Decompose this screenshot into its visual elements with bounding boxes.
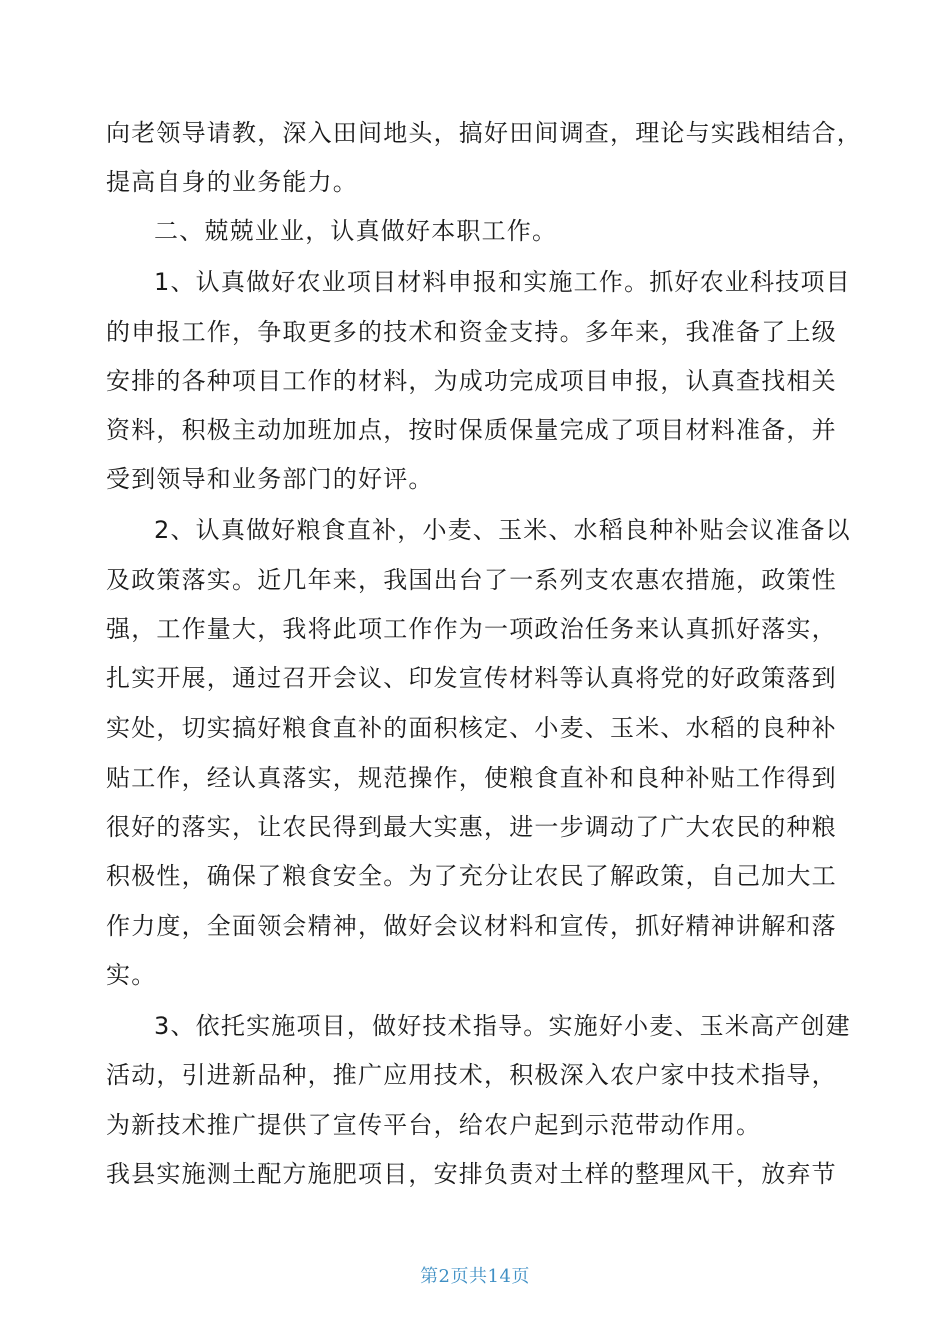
text-line: 提高自身的业务能力。 [106, 168, 358, 196]
text-line: 很好的落实，让农民得到最大实惠，进一步调动了广大农民的种粮 [106, 813, 837, 841]
text-line: 的申报工作，争取更多的技术和资金支持。多年来，我准备了上级 [106, 318, 837, 346]
text-line: 受到领导和业务部门的好评。 [106, 465, 434, 493]
text-line: 扎实开展，通过召开会议、印发宣传材料等认真将党的好政策落到 [106, 664, 837, 692]
text-line: 实处，切实搞好粮食直补的面积核定、小麦、玉米、水稻的良种补 [106, 714, 837, 742]
page-indicator: 第2页共14页 [420, 1266, 530, 1287]
text-line: 作力度，全面领会精神，做好会议材料和宣传，抓好精神讲解和落 [106, 912, 837, 940]
text-line: 2、认真做好粮食直补，小麦、玉米、水稻良种补贴会议准备以 [154, 516, 851, 544]
text-line: 为新技术推广提供了宣传平台，给农户起到示范带动作用。 [106, 1111, 762, 1139]
section-heading: 二、兢兢业业，认真做好本职工作。 [154, 217, 558, 245]
text-line: 积极性，确保了粮食安全。为了充分让农民了解政策，自己加大工 [106, 862, 837, 890]
text-line: 向老领导请教，深入田间地头，搞好田间调查，理论与实践相结合， [106, 119, 862, 147]
text-line: 及政策落实。近几年来，我国出台了一系列支农惠农措施，政策性 [106, 566, 837, 594]
text-line: 资料，积极主动加班加点，按时保质保量完成了项目材料准备，并 [106, 416, 837, 444]
text-line: 安排的各种项目工作的材料，为成功完成项目申报，认真查找相关 [106, 367, 837, 395]
text-line: 活动，引进新品种，推广应用技术，积极深入农户家中技术指导， [106, 1061, 837, 1089]
text-line: 强，工作量大，我将此项工作作为一项政治任务来认真抓好落实， [106, 615, 837, 643]
text-line: 我县实施测土配方施肥项目，安排负责对土样的整理风干，放弃节 [106, 1160, 837, 1188]
text-line: 实。 [106, 961, 157, 989]
text-line: 贴工作，经认真落实，规范操作，使粮食直补和良种补贴工作得到 [106, 764, 837, 792]
text-line: 1、认真做好农业项目材料申报和实施工作。抓好农业科技项目 [154, 268, 851, 296]
text-line: 3、依托实施项目，做好技术指导。实施好小麦、玉米高产创建 [154, 1012, 851, 1040]
